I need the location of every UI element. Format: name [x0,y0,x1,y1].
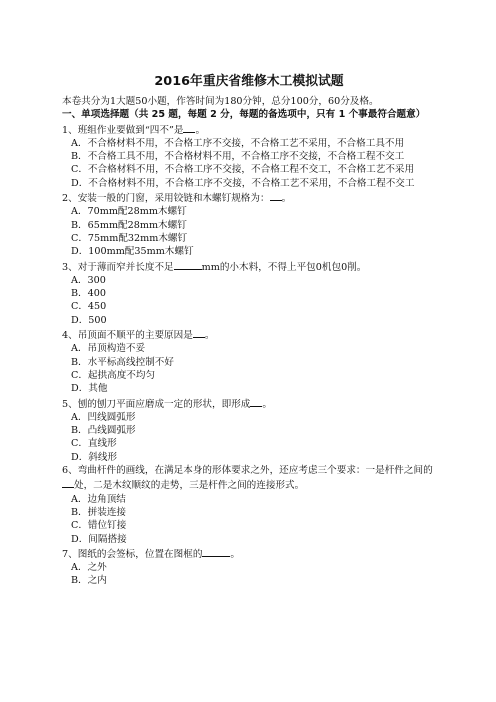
question-text: 7、图纸的会签标，位置在图框的 [62,548,203,560]
question-text: 4、吊顶面不顺平的主要原因是 [62,330,193,342]
question-text-tail: 。 [262,398,272,410]
answer-option: C．错位钉接 [71,520,127,532]
answer-option: D．500 [71,314,107,326]
answer-blank [193,327,205,338]
question-stem [62,464,436,493]
question-stem [62,396,436,411]
question-text-tail: 。 [204,330,215,342]
question-text-tail: 。 [195,124,206,136]
answer-option: A．之外 [71,562,107,574]
answer-option: A．300 [71,274,106,286]
answer-option: A．边角顶结 [71,493,126,505]
answer-blank [174,259,202,270]
question-text-tail: 。 [281,193,292,205]
question-list [62,122,436,588]
question-text: 6、弯曲杆件的画线，在满足本身的形体要求之外，还应考虑三个要求：一是杆件之间的 [62,465,433,477]
answer-option: C．不合格材料不用，不合格工序不交接，不合格工程不交工，不合格工艺不采用 [71,164,415,176]
answer-blank [183,122,195,133]
answer-option: C．450 [71,301,107,313]
question-text: 5、刨的刨刀平面应磨成一定的形状，即形成 [62,398,251,410]
answer-blank [62,477,74,488]
answer-option: B．凸线圆弧形 [71,425,136,437]
answer-option: C．起拱高度不均匀 [71,369,156,381]
answer-blank [250,396,262,407]
answer-option: B．65mm配28mm木螺钉 [71,219,187,231]
document-content [62,74,436,588]
question-text: 3、对于薄而窄并长度不足 [62,261,174,273]
answer-option: D．间隔搭接 [71,533,127,545]
answer-option: A．不合格材料不用，不合格工序不交接，不合格工艺不采用，不合格工具不用 [71,137,405,149]
question-stem [62,259,436,274]
answer-option: B．之内 [71,575,107,587]
question-text: 2、安装一般的门窗，采用铰链和木螺钉规格为： [62,193,270,205]
answer-blank [202,546,230,557]
answer-option: A．吊顶构造不妥 [71,343,146,355]
exam-intro: 本卷共分为1大题50小题，作答时间为180分钟，总分100分，60分及格。 [62,96,379,107]
answer-option: D．100mm配35mm木螺钉 [71,246,194,258]
question-stem [62,122,436,137]
answer-option: D．不合格材料不用，不合格工序不交接，不合格工艺不采用，不合格工程不交工 [71,177,415,189]
answer-option: B．水平标高线控制不好 [71,356,174,368]
answer-option: D．斜线形 [71,451,118,463]
question-text-tail: 处，二是木纹顺纹的走势，三是杆件之间的连接形式。 [74,480,305,492]
answer-blank [270,190,282,201]
question-stem [62,546,436,561]
question-stem [62,190,436,205]
answer-option: B．400 [71,288,106,300]
question-text-tail: mm的小木料，不得上平包0机包0削。 [201,261,367,273]
answer-option: B．不合格工具不用，不合格材料不用，不合格工序不交接，不合格工程不交工 [71,151,405,163]
answer-option: C．直线形 [71,438,117,450]
answer-option: C．75mm配32mm木螺钉 [71,232,188,244]
question-text-tail: 。 [230,548,241,560]
question-text: 1、班组作业要做到“四不”是 [62,124,184,136]
answer-option: A．70mm配28mm木螺钉 [71,206,187,218]
section-heading: 一、单项选择题（共 25 题，每题 2 分，每题的备选项中，只有 1 个事最符合题意） [62,109,426,121]
question-stem [62,327,436,342]
answer-option: B．拼装连接 [71,506,127,518]
page-title: 2016年重庆省维修木工模拟试题 [154,74,344,89]
answer-option: D．其他 [71,383,108,395]
answer-option: A．凹线圆弧形 [71,411,136,423]
